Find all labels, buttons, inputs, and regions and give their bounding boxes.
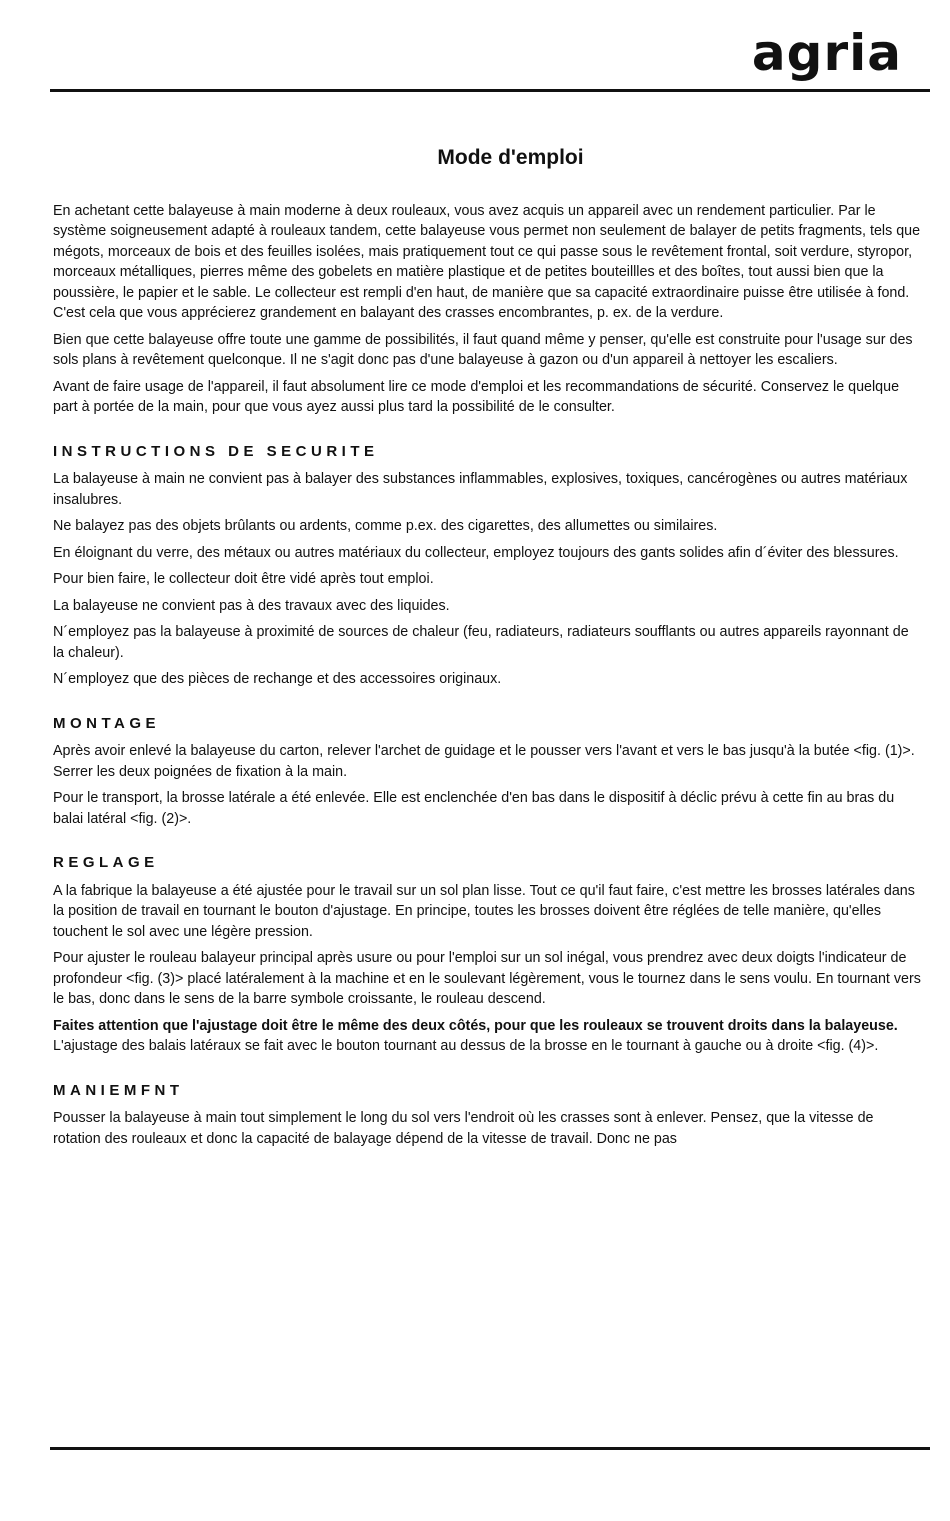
securite-paragraph: La balayeuse à main ne convient pas à balayer des substances inflammables, explosives, toxiques, cancérogènes ou autres matériaux insalubres. [53,471,908,508]
reglage-tail: L'ajustage des balais latéraux se fait avec le bouton tournant au dessus de la brosse en le tournant à gauche ou à droite <fig. (4)>. [53,1038,879,1054]
securite-paragraph: N´employez que des pièces de rechange et des accessoires originaux. [53,671,502,687]
maniement-paragraph: Pousser la balayeuse à main tout simplement le long du sol vers l'endroit où les crasses sont à enlever. Pensez, que la vitesse de rotation des rouleaux et donc la capacité de balayage dépend de la vitesse de travail. Donc ne pas [53,1110,874,1147]
reglage-bold-lead: Faites attention que l'ajustage doit être le même des deux côtés, pour que les rouleaux se trouvent droits dans la balayeuse. [53,1017,898,1034]
montage-paragraph: Après avoir enlevé la balayeuse du carton, relever l'archet de guidage et le pousser vers l'avant et vers le bas jusqu'à la butée <fig. (1)>. Serrer les deux poignées de fixation à la main. [53,743,915,780]
section-heading-maniement: MANIEMFNT [53,1081,184,1099]
reglage-paragraph-mixed [53,1016,923,1057]
securite-paragraph: N´employez pas la balayeuse à proximité de sources de chaleur (feu, radiateurs, radiateurs soufflants ou autres appareils rayonnant de la chaleur). [53,624,909,661]
reglage-paragraph: Pour ajuster le rouleau balayeur principal après usure ou pour l'emploi sur un sol inégal, vous prendrez avec deux doigts l'indicateur de profondeur <fig. (3)> placé latéralement à la machine et en le soulevant légèrement, vous le tournez dans le sens voulu. En tournant vers le bas, donc dans le sens de la barre symbole croissante, le rouleau descend. [53,950,921,1007]
intro-paragraph: En achetant cette balayeuse à main moderne à deux rouleaux, vous avez acquis un appareil avec un rendement particulier. Par le système soigneusement adapté à rouleaux tandem, cette balayeuse vous permet non seulement de balayer de petits fragments, tels que mégots, morceaux de bois et des feuilles isolées, mais pratiquement tout ce qui passe sous le revêtement frontal, soit verdure, styropor, morceaux métalliques, pierres même des gobelets en matière plastique et de petites bouteillles et des boîtes, tout aussi bien que la poussière, le papier et le sable. Le collecteur est rempli d'en haut, de manière que sa capacité extraordinaire puisse être utilisée à fond. C'est cela que vous apprécierez grandement en balayant des crasses encombrantes, p. ex. de la verdure. [53,202,921,321]
reglage-paragraph: A la fabrique la balayeuse a été ajustée pour le travail sur un sol plan lisse. Tout ce qu'il faut faire, c'est mettre les brosses latérales dans la position de travail en tournant le bouton d'ajustage. En principe, toutes les brosses doivent être réglées de telle manière, qu'elles touchent le sol avec une légère pression. [53,882,915,940]
brand-logo: agria [751,24,902,82]
intro-paragraph: Bien que cette balayeuse offre toute une gamme de possibilités, il faut quand même y penser, qu'elle est construite pour l'usage sur des sols plans à revêtement quelconque. Il ne s'agit donc pas d'une balayeuse à gazon ou d'un appareil à nettoyer les escaliers. [53,331,913,368]
montage-paragraph: Pour le transport, la brosse latérale a été enlevée. Elle est enclenchée d'en bas dans le dispositif à déclic prévu à cette fin au bras du balai latéral <fig. (2)>. [53,790,895,827]
section-heading-reglage: REGLAGE [53,854,159,871]
footer-rule [50,1447,930,1450]
document-body [53,148,923,1155]
securite-paragraph: La balayeuse ne convient pas à des travaux avec des liquides. [53,597,450,614]
securite-paragraph: Ne balayez pas des objets brûlants ou ardents, comme p.ex. des cigarettes, des allumettes ou similaires. [53,518,718,534]
intro-paragraph: Avant de faire usage de l'appareil, il faut absolument lire ce mode d'emploi et les recommandations de sécurité. Conservez le quelque part à portée de la main, pour que vous ayez aussi plus tard la possibilité de le consulter. [53,378,900,415]
page-title: Mode d'emploi [437,146,584,169]
section-heading-montage: MONTAGE [53,714,161,732]
section-heading-securite: INSTRUCTIONS DE SECURITE [53,442,379,460]
securite-paragraph: En éloignant du verre, des métaux ou autres matériaux du collecteur, employez toujours des gants solides afin d´éviter des blessures. [53,544,899,561]
header-rule [50,89,930,92]
securite-paragraph: Pour bien faire, le collecteur doit être vidé après tout emploi. [53,571,434,587]
